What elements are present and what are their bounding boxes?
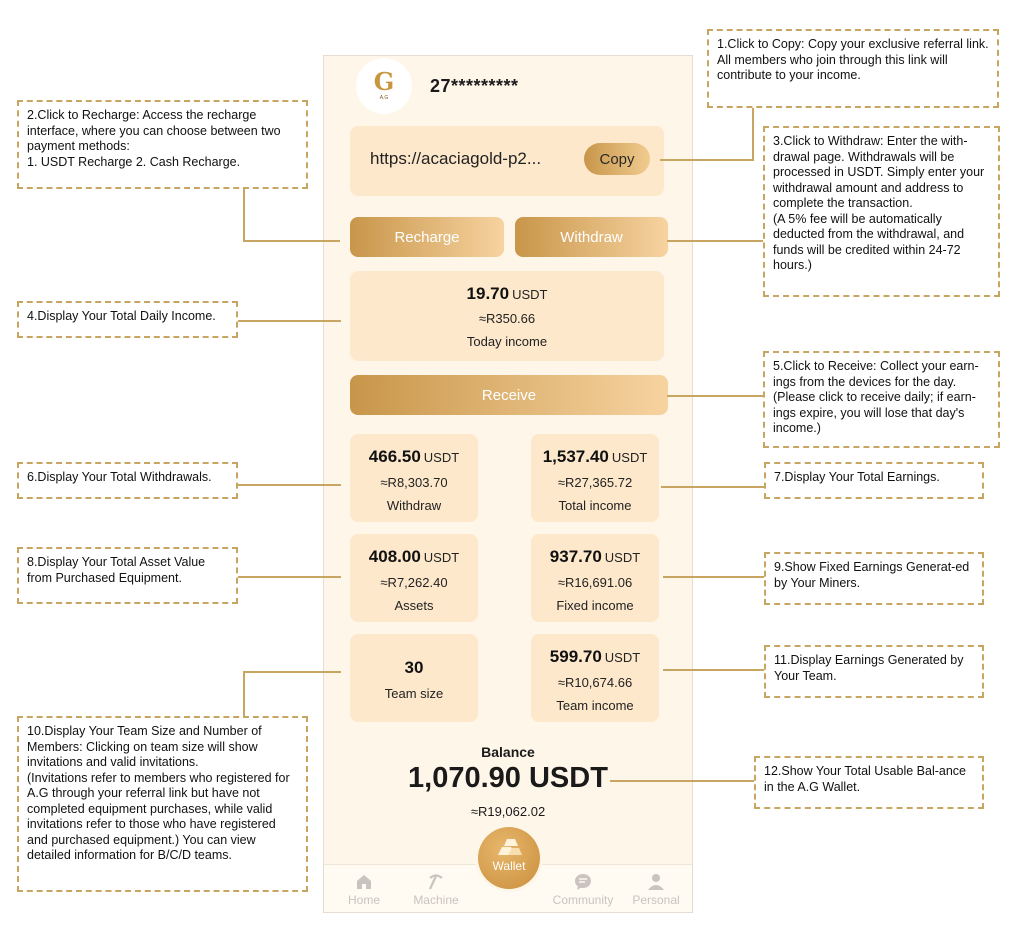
stat-unit: USDT xyxy=(604,550,641,565)
withdraw-button[interactable]: Withdraw xyxy=(515,217,668,257)
connector-line xyxy=(661,486,765,488)
today-income-value: 19.70 xyxy=(466,284,510,303)
stat-value: 599.70 xyxy=(549,647,602,666)
copy-button[interactable]: Copy xyxy=(584,143,650,175)
stat-value: 937.70 xyxy=(549,547,602,566)
stat-unit: USDT xyxy=(604,650,641,665)
person-icon xyxy=(647,873,665,891)
tab-community[interactable] xyxy=(552,873,614,907)
receive-button[interactable]: Receive xyxy=(350,375,668,415)
team-income-card xyxy=(531,634,659,722)
stat-approx: ≈R7,262.40 xyxy=(380,575,448,590)
connector-line xyxy=(667,240,764,242)
tab-home[interactable] xyxy=(334,873,394,907)
today-income-approx: ≈R350.66 xyxy=(478,311,536,326)
stat-label: Team income xyxy=(556,698,634,713)
annotation-withdrawals: 6.Display Your Total Withdrawals. xyxy=(17,462,238,499)
stat-approx: ≈R10,674.66 xyxy=(557,675,633,690)
tab-label: Personal xyxy=(632,893,680,907)
annotation-balance: 12.Show Your Total Usable Bal-ance in the A.G Wallet. xyxy=(754,756,984,809)
referral-link-text: https://acaciagold-p2... xyxy=(370,149,542,168)
stat-value-line xyxy=(531,647,659,667)
referral-link-card xyxy=(350,126,664,196)
stat-unit: USDT xyxy=(423,450,460,465)
connector-line xyxy=(610,780,754,782)
fixed-income-card xyxy=(531,534,659,622)
annotation-recharge: 2.Click to Recharge: Access the recharge interface, where you can choose between two payment methods: 1. USDT Recharge 2. Cash Recharge. xyxy=(17,100,308,189)
pickaxe-icon xyxy=(427,873,445,891)
connector-line xyxy=(243,240,340,242)
connector-line xyxy=(660,159,753,161)
recharge-button[interactable]: Recharge xyxy=(350,217,504,257)
stat-value-line xyxy=(531,447,659,467)
tab-label: Community xyxy=(552,893,614,907)
tab-machine[interactable] xyxy=(406,873,466,907)
home-icon xyxy=(355,873,373,891)
stat-value-line xyxy=(531,547,659,567)
today-income-unit: USDT xyxy=(512,287,548,302)
today-income-label: Today income xyxy=(466,334,548,349)
logo-letter: G xyxy=(373,67,395,96)
phone-screen xyxy=(323,55,693,913)
connector-line xyxy=(752,108,754,161)
annotation-fixed-earnings: 9.Show Fixed Earnings Generat-ed by Your Miners. xyxy=(764,552,984,605)
annotation-team-size: 10.Display Your Team Size and Number of Members: Clicking on team size will show invitations and valid invitations. (Invitations refer to members who registered for A.G through your referral link but have not completed equipment purchases, while valid invitations refer to those who have registered and purchased equipment.) You can view detailed information for B/C/D teams. xyxy=(17,716,308,892)
today-income-value-line xyxy=(350,284,664,304)
annotation-team-earnings: 11.Display Earnings Generated by Your Team. xyxy=(764,645,984,698)
gold-bars-icon xyxy=(494,835,524,859)
connector-line xyxy=(243,189,245,241)
today-income-card xyxy=(350,271,664,361)
stat-value: 408.00 xyxy=(368,547,421,566)
stat-label: Total income xyxy=(558,498,632,513)
connector-line xyxy=(663,576,764,578)
tab-label: Home xyxy=(347,893,380,907)
total-income-card xyxy=(531,434,659,522)
connector-line xyxy=(243,671,341,673)
balance-title: Balance xyxy=(481,744,535,760)
annotation-receive: 5.Click to Receive: Collect your earn-ings from the devices for the day. (Please click to receive daily; if earn-ings expire, you will lose that day's income.) xyxy=(763,351,1000,448)
annotation-assets: 8.Display Your Total Asset Value from Purchased Equipment. xyxy=(17,547,238,604)
assets-card xyxy=(350,534,478,622)
ag-logo xyxy=(356,58,412,114)
stat-label: Assets xyxy=(394,598,434,613)
tab-label: Machine xyxy=(413,893,459,907)
balance-amount: 1,070.90 USDT xyxy=(408,762,608,794)
team-size-label: Team size xyxy=(384,686,444,701)
connector-line xyxy=(238,576,341,578)
stat-value: 466.50 xyxy=(368,447,421,466)
stat-approx: ≈R8,303.70 xyxy=(380,475,448,490)
connector-line xyxy=(238,484,341,486)
stat-unit: USDT xyxy=(423,550,460,565)
tab-personal[interactable] xyxy=(626,873,686,907)
stat-approx: ≈R16,691.06 xyxy=(557,575,633,590)
connector-line xyxy=(667,395,764,397)
annotation-withdraw: 3.Click to Withdraw: Enter the with-drawal page. Withdrawals will be processed in USDT. Simply enter your withdrawal amount and address to complete the transaction. (A 5% fee will be automatically deducted from the withdrawal, and funds will be credited within 24-72 hours.) xyxy=(763,126,1000,297)
withdraw-total-card xyxy=(350,434,478,522)
connector-line xyxy=(243,671,245,716)
connector-line xyxy=(663,669,764,671)
stat-value-line xyxy=(350,547,478,567)
annotation-total-earnings: 7.Display Your Total Earnings. xyxy=(764,462,984,499)
annotation-daily-income: 4.Display Your Total Daily Income. xyxy=(17,301,238,338)
team-size-value: 30 xyxy=(404,658,424,677)
team-size-card[interactable] xyxy=(350,634,478,722)
annotation-copy: 1.Click to Copy: Copy your exclusive referral link. All members who join through this link will contribute to your income. xyxy=(707,29,999,108)
balance-approx: ≈R19,062.02 xyxy=(470,804,546,819)
tab-wallet[interactable] xyxy=(478,827,540,889)
user-phone-number: 27********* xyxy=(430,76,519,96)
stat-approx: ≈R27,365.72 xyxy=(557,475,633,490)
tab-label: Wallet xyxy=(492,859,526,873)
connector-line xyxy=(238,320,341,322)
stat-value-line xyxy=(350,447,478,467)
stat-label: Fixed income xyxy=(556,598,634,613)
chat-icon xyxy=(574,873,592,891)
stat-label: Withdraw xyxy=(386,498,442,513)
stat-value: 1,537.40 xyxy=(542,447,609,466)
logo-subtext: A.G xyxy=(379,95,389,101)
stat-unit: USDT xyxy=(611,450,648,465)
